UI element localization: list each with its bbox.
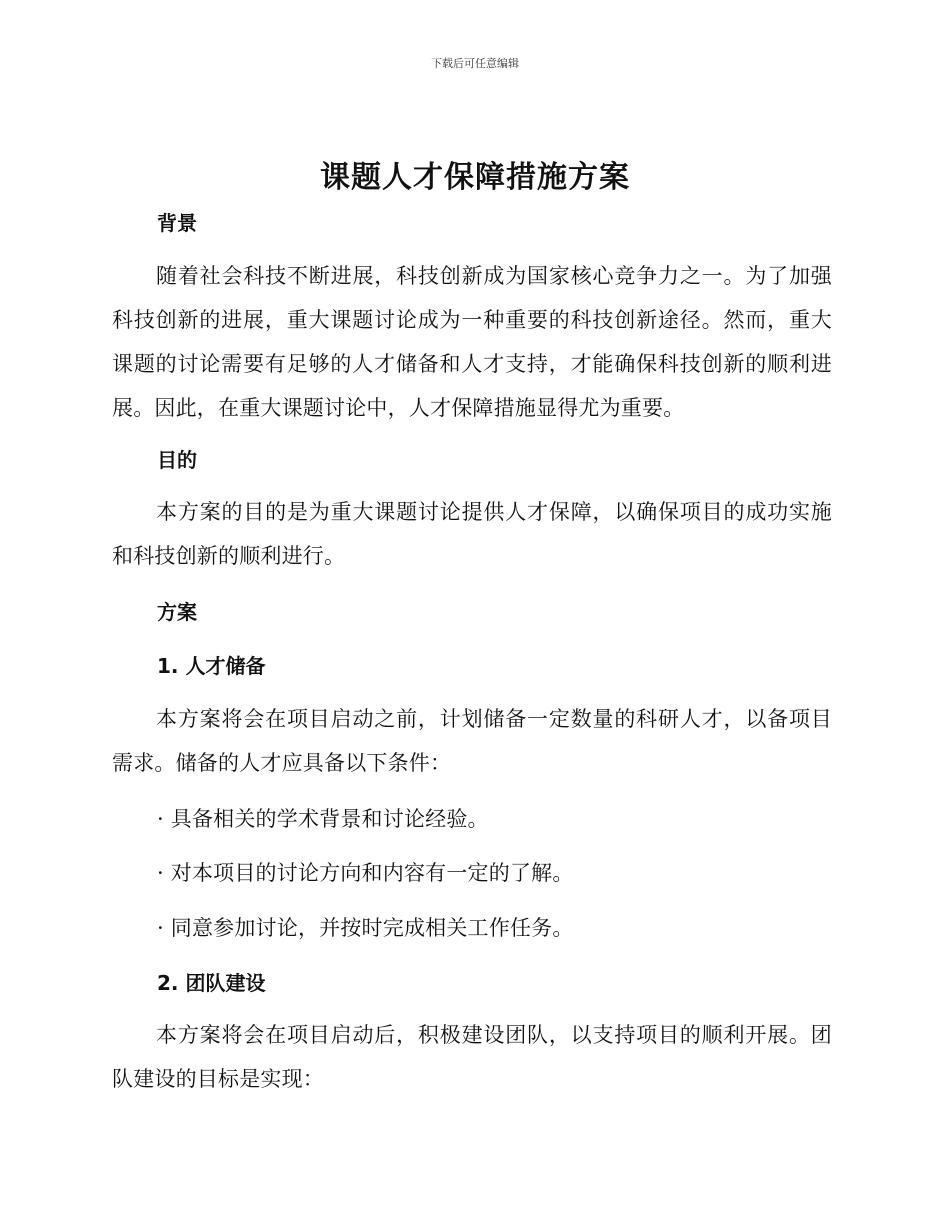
bullet-item-2: · 对本项目的讨论方向和内容有一定的了解。 (157, 861, 574, 885)
page-title: 课题人才保障措施方案 (320, 160, 630, 195)
paragraph-team-building: 本方案将会在项目启动后，积极建设团队，以支持项目的顺利开展。团队建设的目标是实现： (112, 1023, 832, 1091)
heading-team-building: 2. 团队建设 (157, 971, 266, 995)
heading-plan: 方案 (157, 600, 197, 624)
paragraph-talent-reserve: 本方案将会在项目启动之前，计划储备一定数量的科研人才，以备项目需求。储备的人才应具备以下条件： (112, 707, 832, 775)
page-header-note: 下载后可任意编辑 (431, 57, 519, 70)
heading-purpose: 目的 (157, 448, 197, 472)
paragraph-purpose: 本方案的目的是为重大课题讨论提供人才保障，以确保项目的成功实施和科技创新的顺利进行。 (112, 500, 832, 568)
bullet-item-3: · 同意参加讨论，并按时完成相关工作任务。 (157, 916, 574, 940)
paragraph-background: 随着社会科技不断进展，科技创新成为国家核心竞争力之一。为了加强科技创新的进展，重大课题讨论成为一种重要的科技创新途径。然而，重大课题的讨论需要有足够的人才储备和人才支持，才能确保科技创新的顺利进展。因此，在重大课题讨论中，人才保障措施显得尤为重要。 (112, 264, 832, 420)
bullet-item-1: · 具备相关的学术背景和讨论经验。 (157, 807, 489, 831)
heading-talent-reserve: 1. 人才储备 (157, 654, 266, 678)
heading-background: 背景 (157, 211, 197, 235)
